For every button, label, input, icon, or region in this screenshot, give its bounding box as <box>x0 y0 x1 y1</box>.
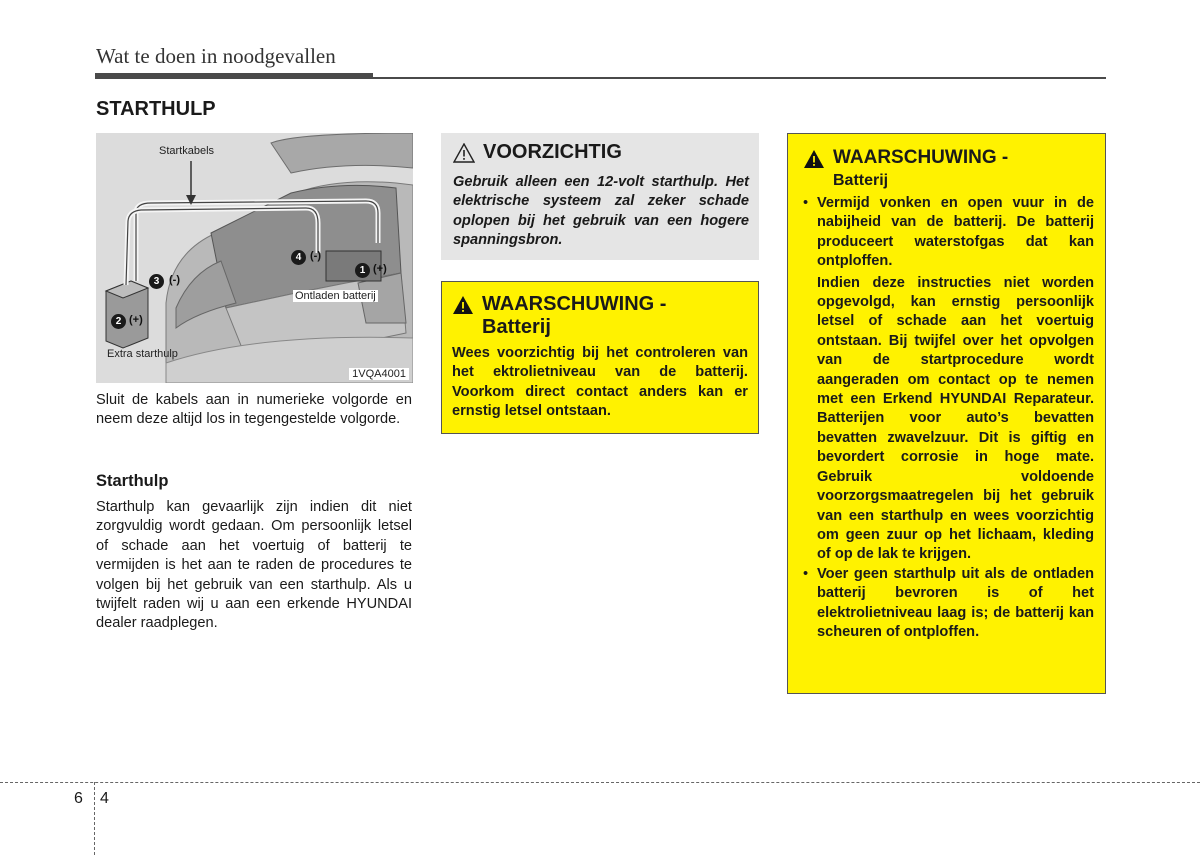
warning-2-title: WAARSCHUWING - <box>833 147 1009 168</box>
label-startkabels: Startkabels <box>159 145 215 157</box>
warning-1-title: WAARSCHUWING - <box>482 293 667 315</box>
page-chapter: 6 <box>74 790 83 807</box>
marker-2: 2 <box>111 314 126 329</box>
warning-triangle-icon <box>803 149 825 175</box>
warning-triangle-icon <box>452 295 474 321</box>
label-extra-starthulp: Extra starthulp <box>107 348 178 360</box>
caution-triangle-icon <box>453 143 475 169</box>
marker-4: 4 <box>291 250 306 265</box>
list-item <box>800 194 1094 565</box>
marker-1-sign: (+) <box>373 263 387 275</box>
warning-box-1 <box>441 281 759 434</box>
jump-start-illustration <box>96 133 413 383</box>
marker-1: 1 <box>355 263 370 278</box>
warning-2-bullet-1-paragraph: Indien deze instructies niet worden opgevolgd, kan ernstig persoonlijk letsel of schade aan het voertuig ontstaan. Bij twijfel over het opvolgen van de startprocedure wordt aangeraden om contact op te nemen met een Erkend HYUNDAI Reparateur. Batterijen voor auto’s bevatten bevatten zwavelzuur. Dit is giftig en bevordert corrosie in hoge mate. Gebruik voldoende voorzorgsmaatregelen bij het gebruik van een starthulp en wees voorzichtig om geen zuur op het lichaam, kleding of op de lak te krijgen. <box>817 274 1094 563</box>
header-rule-thick <box>95 73 373 79</box>
caution-title: VOORZICHTIG <box>483 141 622 163</box>
footer-rule <box>0 782 1200 783</box>
caution-box <box>441 133 759 260</box>
marker-2-sign: (+) <box>129 314 143 326</box>
subsection-heading: Starthulp <box>96 472 169 490</box>
footer-divider <box>94 782 95 855</box>
marker-3-sign: (-) <box>169 274 180 286</box>
header-rule-thin <box>373 77 1106 79</box>
warning-box-2 <box>787 133 1106 694</box>
warning-1-subtitle: Batterij <box>482 316 551 338</box>
car-trunk-drawing <box>96 133 413 383</box>
header-title: Wat te doen in noodgevallen <box>96 44 336 68</box>
warning-2-subtitle: Batterij <box>833 172 889 189</box>
subsection-paragraph: Starthulp kan gevaarlijk zijn indien dit niet zorgvuldig wordt gedaan. Om persoonlijk letsel of schade aan het voertuig of batterij te vermijden is het aan te raden de procedures te volgen bij het gebruik van een starthulp. Als u twijfelt raden wij u aan een erkende HYUNDAI dealer raadplegen. <box>96 499 412 632</box>
section-title: STARTHULP <box>96 98 216 120</box>
intro-paragraph: Sluit de kabels aan in numerieke volgorde en neem deze altijd los in tegengestelde volgorde. <box>96 392 412 428</box>
caution-text: Gebruik alleen een 12-volt starthulp. Het elektrische systeem zal zeker schade oplopen bij het gebruik van een hogere spanningsbron. <box>453 174 749 249</box>
list-item <box>800 565 1094 643</box>
warning-1-text: Wees voorzichtig bij het controleren van het ektrolietniveau van de batterij. Voorkom direct contact anders kan er ernstig letsel ontstaan. <box>452 345 748 420</box>
warning-2-bullet-1: Vermijd vonken en open vuur in de nabijheid van de batterij. De batterij produceert waterstofgas dat kan ontploffen. <box>817 195 1094 270</box>
marker-4-sign: (-) <box>310 250 321 262</box>
warning-2-bullet-2: Voer geen starthulp uit als de ontladen batterij bevroren is of het elektrolietniveau laag is; de batterij kan scheuren of ontploffen. <box>817 565 1094 640</box>
warning-2-list <box>800 194 1094 642</box>
figure-code: 1VQA4001 <box>349 368 409 380</box>
label-ontladen-batterij: Ontladen batterij <box>295 290 376 302</box>
marker-3: 3 <box>149 274 164 289</box>
page-number: 4 <box>100 790 109 807</box>
